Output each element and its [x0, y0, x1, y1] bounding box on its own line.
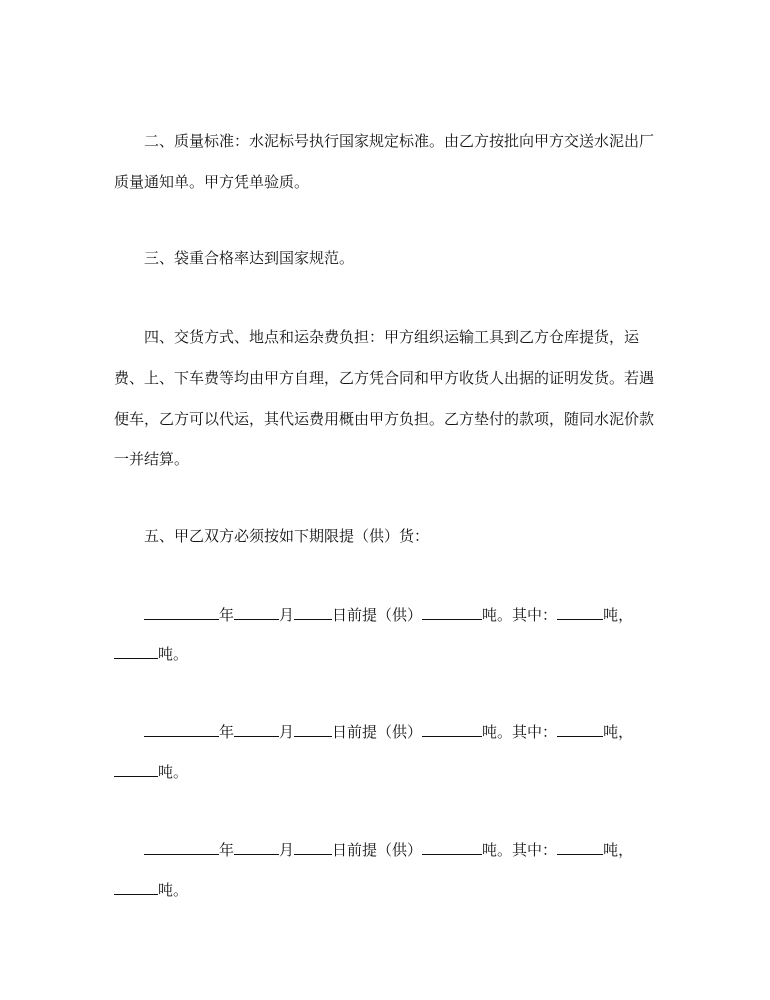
sub-tons-blank[interactable] — [114, 879, 158, 895]
clause-quality-line-2: 质量通知单。甲方凭单验质。 — [114, 173, 310, 191]
day-blank[interactable] — [294, 721, 332, 737]
schedule-row-2-cont — [114, 761, 674, 782]
day-label: 日前提（供） — [332, 723, 423, 741]
schedule-row-2 — [144, 721, 704, 742]
ton-end-label: 吨。 — [158, 645, 189, 663]
clause-delivery-line-2: 费、上、下车费等均由甲方自理，乙方凭合同和甲方收货人出据的证明发货。若遇 — [114, 369, 655, 387]
month-blank[interactable] — [234, 839, 279, 855]
schedule-row-1-cont — [114, 643, 674, 664]
sub-tons-blank[interactable] — [114, 643, 158, 659]
total-tons-blank[interactable] — [422, 604, 482, 620]
clause-quality-line-1: 二、质量标准：水泥标号执行国家规定标准。由乙方按批向甲方交送水泥出厂 — [144, 132, 655, 150]
year-blank[interactable] — [144, 604, 219, 620]
clause-bag-weight: 三、袋重合格率达到国家规范。 — [144, 249, 355, 267]
year-label: 年 — [219, 723, 235, 741]
day-blank[interactable] — [294, 839, 332, 855]
year-blank[interactable] — [144, 721, 219, 737]
year-blank[interactable] — [144, 839, 219, 855]
total-tons-blank[interactable] — [422, 721, 482, 737]
ton-end-label: 吨。 — [158, 763, 189, 781]
year-label: 年 — [219, 606, 235, 624]
clause-schedule-intro: 五、甲乙双方必须按如下期限提（供）货： — [144, 527, 430, 545]
sub-tons-blank[interactable] — [557, 721, 603, 737]
schedule-row-1 — [144, 604, 704, 625]
sub-tons-blank[interactable] — [114, 761, 158, 777]
ton-comma-label: 吨， — [603, 723, 634, 741]
schedule-row-3-cont — [114, 879, 674, 900]
ton-end-label: 吨。 — [158, 881, 189, 899]
sub-tons-blank[interactable] — [557, 839, 603, 855]
ton-label: 吨。其中： — [482, 841, 558, 859]
ton-comma-label: 吨， — [603, 841, 634, 859]
year-label: 年 — [219, 841, 235, 859]
sub-tons-blank[interactable] — [557, 604, 603, 620]
schedule-row-3 — [144, 839, 704, 860]
day-label: 日前提（供） — [332, 841, 423, 859]
ton-comma-label: 吨， — [603, 606, 634, 624]
day-label: 日前提（供） — [332, 606, 423, 624]
month-label: 月 — [279, 723, 295, 741]
month-label: 月 — [279, 841, 295, 859]
month-blank[interactable] — [234, 604, 279, 620]
month-label: 月 — [279, 606, 295, 624]
clause-delivery-line-4: 一并结算。 — [114, 450, 190, 468]
day-blank[interactable] — [294, 604, 332, 620]
total-tons-blank[interactable] — [422, 839, 482, 855]
clause-delivery-line-1: 四、交货方式、地点和运杂费负担：甲方组织运输工具到乙方仓库提货，运 — [144, 328, 640, 346]
ton-label: 吨。其中： — [482, 723, 558, 741]
month-blank[interactable] — [234, 721, 279, 737]
clause-delivery-line-3: 便车，乙方可以代运，其代运费用概由甲方负担。乙方垫付的款项，随同水泥价款 — [114, 410, 655, 428]
ton-label: 吨。其中： — [482, 606, 558, 624]
